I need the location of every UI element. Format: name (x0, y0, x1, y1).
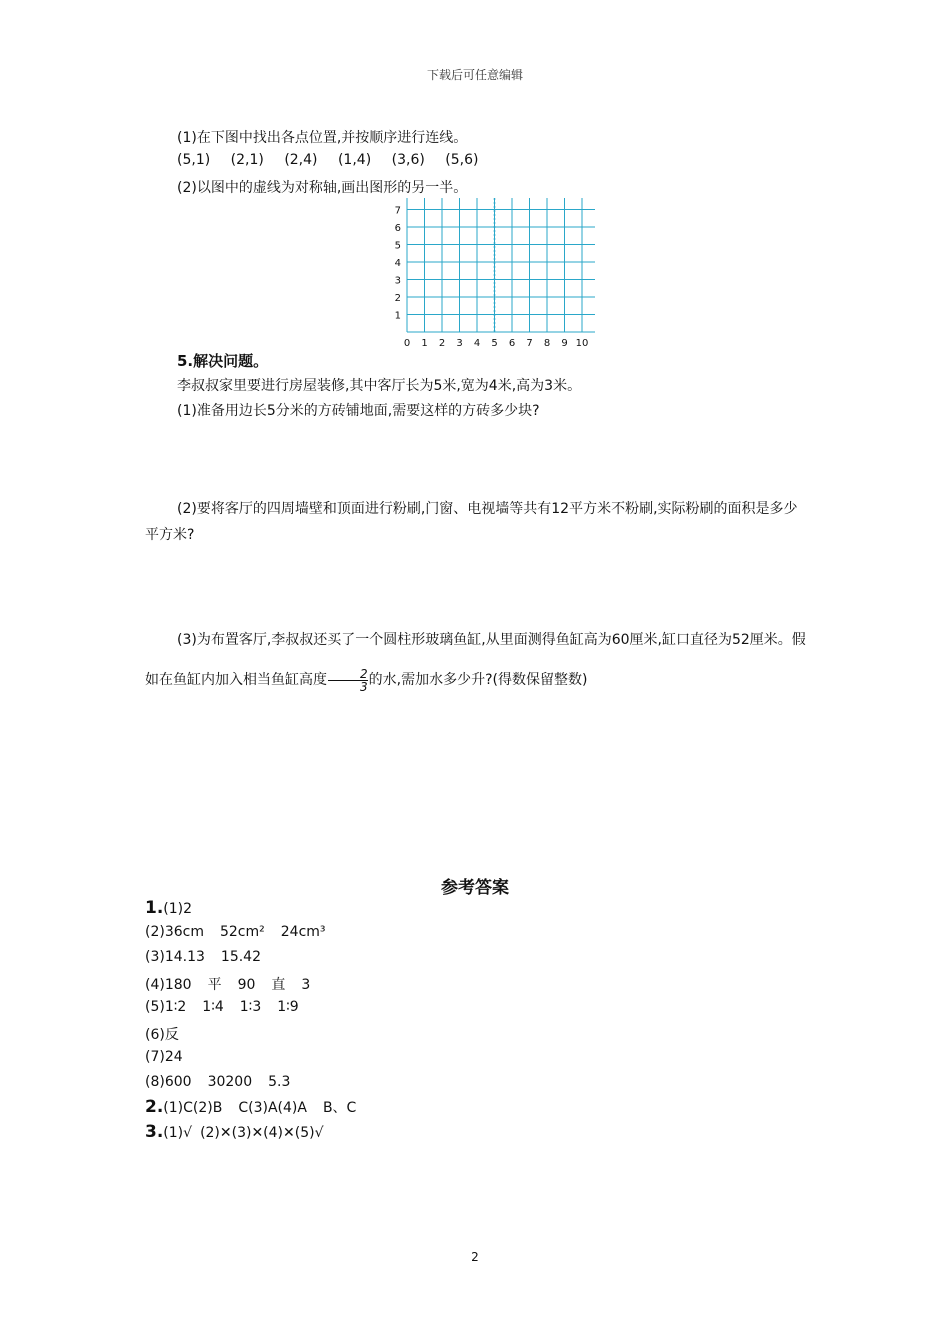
x-tick-label: 9 (561, 338, 568, 349)
answer-1-1: 1.(1)2 (145, 898, 193, 918)
x-tick-label: 8 (543, 338, 551, 349)
x-tick-label: 0 (403, 338, 411, 349)
coordinate-grid (385, 196, 595, 350)
y-tick-label: 4 (394, 258, 401, 269)
y-tick-label: 1 (394, 310, 401, 322)
q5-heading: 5.解决问题。 (177, 352, 269, 370)
answer-1-5: (5)1∶2 1∶4 1∶3 1∶9 (145, 999, 299, 1015)
answer-1-2: (2)36cm 52cm² 24cm³ (145, 924, 326, 940)
y-tick-label: 3 (394, 275, 401, 287)
x-tick-label: 3 (456, 338, 463, 349)
point: (5,6) (445, 152, 479, 168)
point: (5,1) (177, 152, 211, 168)
answer-1-8: (8)600 30200 5.3 (145, 1074, 291, 1090)
x-tick-label: 4 (473, 338, 481, 349)
grid-lines (407, 198, 595, 332)
answer-3: 3.(1)√ (2)✕(3)✕(4)✕(5)√ (145, 1122, 324, 1142)
q5-part1: (1)准备用边长5分米的方砖铺地面,需要这样的方砖多少块? (177, 403, 540, 419)
point: (2,1) (230, 152, 264, 168)
answer-2: 2.(1)C(2)B C(3)A(4)A B、C (145, 1097, 357, 1117)
y-tick-label: 7 (394, 205, 401, 217)
fraction (328, 668, 368, 693)
answer-1-6: (6)反 (145, 1027, 179, 1043)
q5-intro: 李叔叔家里要进行房屋装修,其中客厅长为5米,宽为4米,高为3米。 (177, 378, 582, 394)
y-tick-label: 5 (394, 240, 401, 252)
q4-points (177, 152, 478, 168)
x-tick-label: 5 (491, 338, 498, 349)
answer-1-7: (7)24 (145, 1049, 183, 1065)
x-tick-label: 7 (526, 338, 533, 349)
q5-part3-text-before: (3)为布置客厅,李叔叔还买了一个圆柱形玻璃鱼缸,从里面测得鱼缸高为60厘米,缸口直径为52厘米。假如在鱼缸内加入相当鱼缸高度 (145, 632, 806, 688)
answer-1-3: (3)14.13 15.42 (145, 949, 262, 965)
q4-part1: (1)在下图中找出各点位置,并按顺序进行连线。 (177, 130, 468, 146)
q5-part3-text-after: 的水,需加水多少升?(得数保留整数) (368, 672, 588, 688)
x-tick-label: 6 (508, 338, 516, 349)
q5-part3 (145, 620, 809, 700)
page-header: 下载后可任意编辑 (426, 68, 523, 82)
x-tick-label: 1 (421, 338, 428, 349)
answer-1-4: (4)180 平 90 直 3 (145, 977, 311, 993)
x-tick-label: 10 (575, 338, 589, 349)
q5-part2: (2)要将客厅的四周墙壁和顶面进行粉刷,门窗、电视墙等共有12平方米不粉刷,实际粉刷的面积是多少平方米? (145, 501, 798, 543)
point: (2,4) (284, 152, 318, 168)
y-tick-label: 2 (394, 293, 401, 304)
y-axis-labels (395, 206, 401, 322)
y-tick-label: 6 (394, 223, 401, 234)
x-tick-label: 2 (438, 338, 446, 349)
point: (3,6) (391, 152, 425, 168)
x-axis-labels (404, 338, 589, 349)
fraction-numerator: 2 (360, 666, 368, 681)
answers-title: 参考答案 (441, 878, 509, 898)
fraction-denominator: 3 (328, 680, 368, 693)
q4-part2: (2)以图中的虚线为对称轴,画出图形的另一半。 (177, 180, 468, 196)
point: (1,4) (337, 152, 372, 168)
page-number: 2 (471, 1250, 479, 1264)
